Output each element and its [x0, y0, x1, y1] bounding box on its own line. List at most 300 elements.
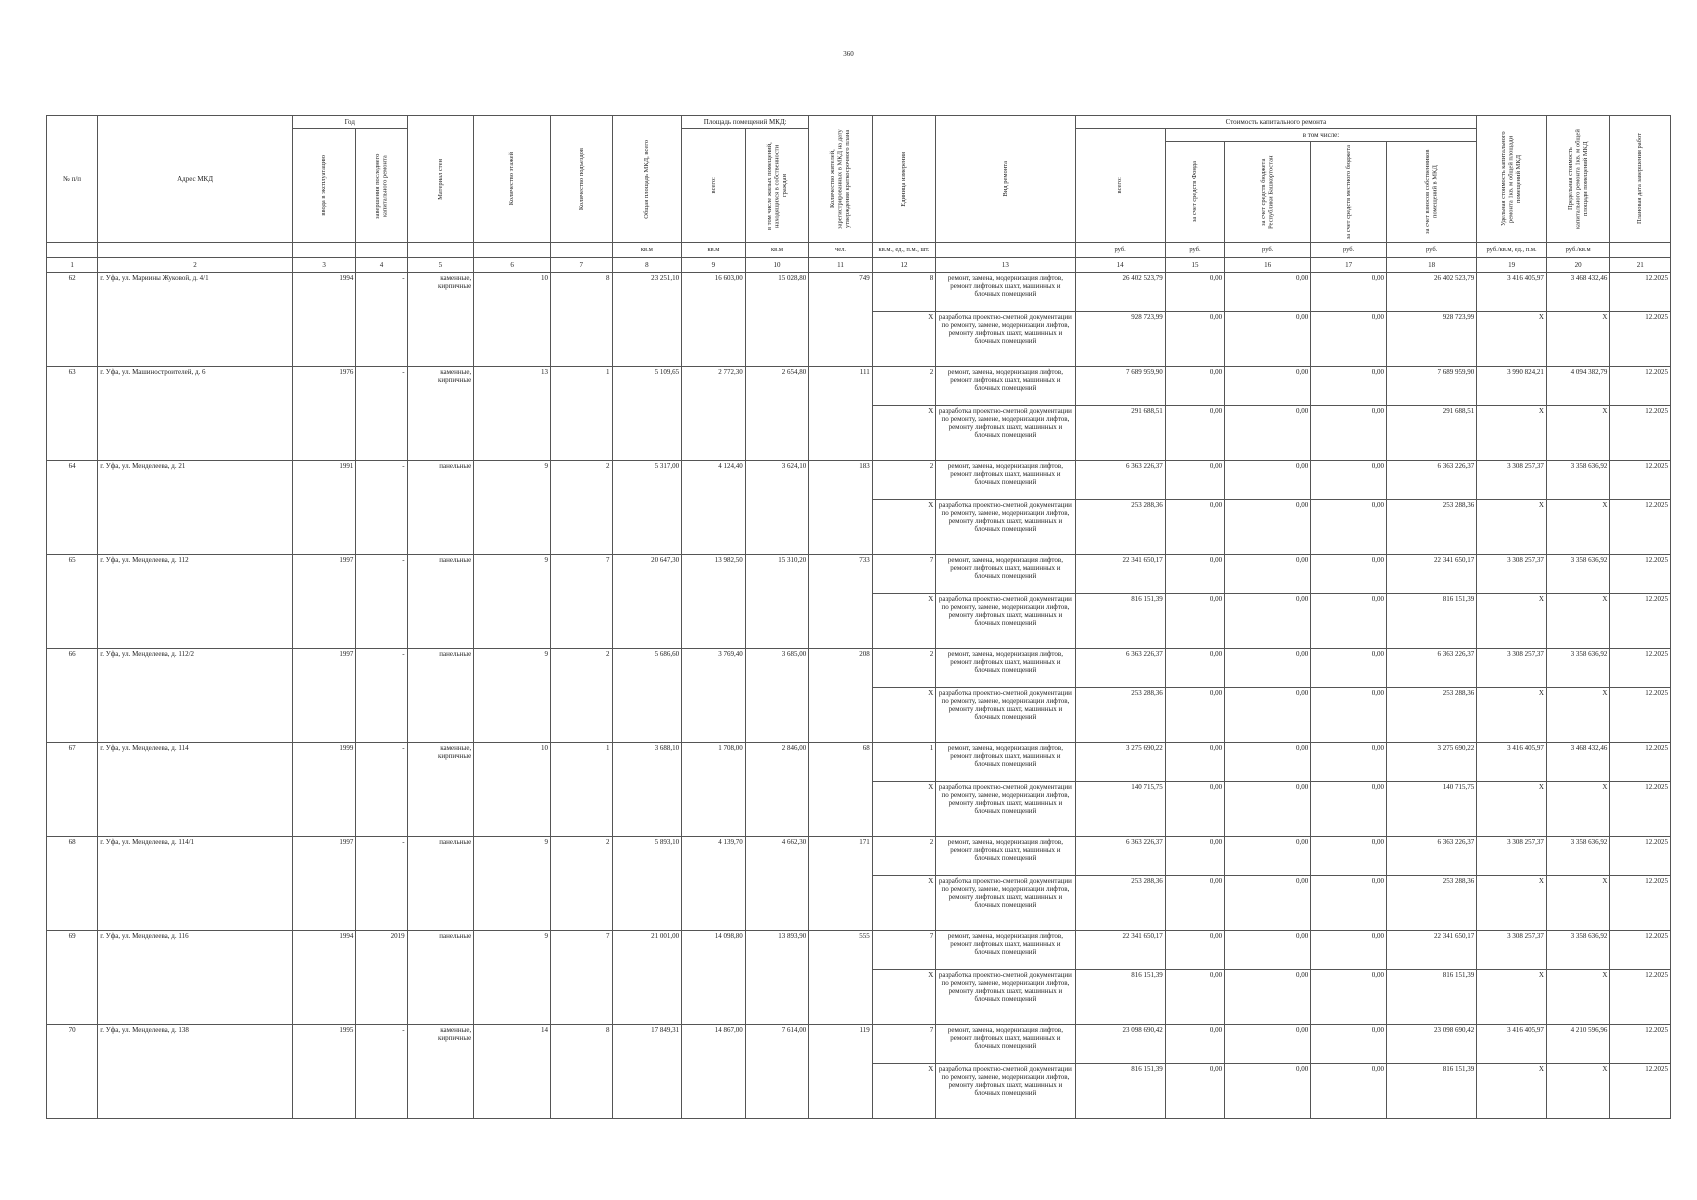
cell-material: панельные: [407, 461, 474, 555]
cell-unit-cost: 3 308 257,37: [1477, 837, 1547, 876]
table-row: [47, 649, 1671, 688]
cell-unit-cost: X: [1477, 688, 1547, 743]
cell-cost-rb: 0,00: [1225, 837, 1311, 876]
cell-repair-type: ремонт, замена, модернизация лифтов, ремонт лифтовых шахт, машинных и блочных помещений: [936, 273, 1075, 312]
cell-cost-fund: 0,00: [1165, 876, 1224, 931]
cell-year-commission: 1994: [292, 931, 356, 1025]
table-row: [47, 555, 1671, 594]
cell-planned-date: 12.2025: [1610, 743, 1671, 782]
cell-cost-local: 0,00: [1311, 931, 1387, 970]
cell-repair-type: разработка проектно-сметной документации по ремонту, замене, модернизации лифтов, ремонту лифтовых шахт, машинных и блочных помещений: [936, 782, 1075, 837]
cell-max-cost: 3 358 636,92: [1546, 461, 1610, 500]
cell-entrances: 2: [551, 649, 612, 743]
cell-cost-owners: 22 341 650,17: [1387, 931, 1477, 970]
cell-unit-cost: 3 416 405,97: [1477, 1025, 1547, 1064]
table-row: [47, 1025, 1671, 1064]
cell-entrances: 8: [551, 273, 612, 367]
unit-cell: руб.: [1311, 243, 1387, 258]
column-number: 6: [474, 258, 551, 273]
cell-cost-local: 0,00: [1311, 273, 1387, 312]
cell-material: каменные, кирпичные: [407, 1025, 474, 1119]
cell-repair-type: ремонт, замена, модернизация лифтов, ремонт лифтовых шахт, машинных и блочных помещений: [936, 837, 1075, 876]
header-cost-local: за счет средств местного бюджета: [1311, 142, 1387, 243]
cell-cost-rb: 0,00: [1225, 555, 1311, 594]
cell-address: г. Уфа, ул. Менделеева, д. 112/2: [98, 649, 293, 743]
cell-cost-rb: 0,00: [1225, 931, 1311, 970]
cell-unit: X: [872, 312, 936, 367]
cell-unit: 7: [872, 1025, 936, 1064]
cell-cost-rb: 0,00: [1225, 1064, 1311, 1119]
cell-repair-type: разработка проектно-сметной документации по ремонту, замене, модернизации лифтов, ремонту лифтовых шахт, машинных и блочных помещений: [936, 500, 1075, 555]
cell-cost-fund: 0,00: [1165, 555, 1224, 594]
header-cost-fund: за счет средств Фонда: [1165, 142, 1224, 243]
cell-cost-fund: 0,00: [1165, 406, 1224, 461]
cell-cost-rb: 0,00: [1225, 312, 1311, 367]
cell-floors: 9: [474, 837, 551, 931]
cell-cost-local: 0,00: [1311, 1064, 1387, 1119]
header-year-last-repair: завершения последнего капитального ремонта: [356, 129, 407, 243]
cell-num: 67: [47, 743, 98, 837]
cell-cost-fund: 0,00: [1165, 500, 1224, 555]
cell-address: г. Уфа, ул. Мариины Жуковой, д. 4/1: [98, 273, 293, 367]
header-premises-incl: в том числе жилых помещений, находящихся в собственности граждан: [745, 129, 809, 243]
column-number: 9: [682, 258, 746, 273]
cell-premises-area: 4 139,70: [682, 837, 746, 931]
cell-residential-area: 15 310,20: [745, 555, 809, 649]
cell-repair-type: разработка проектно-сметной документации по ремонту, замене, модернизации лифтов, ремонту лифтовых шахт, машинных и блочных помещений: [936, 312, 1075, 367]
table-row: [47, 931, 1671, 970]
cell-floors: 10: [474, 743, 551, 837]
cell-max-cost: 3 358 636,92: [1546, 649, 1610, 688]
cell-unit: 8: [872, 273, 936, 312]
header-entrances: Количество подъездов: [551, 116, 612, 243]
cell-cost-local: 0,00: [1311, 1025, 1387, 1064]
column-number: 20: [1546, 258, 1610, 273]
cell-cost-local: 0,00: [1311, 876, 1387, 931]
cell-cost-rb: 0,00: [1225, 876, 1311, 931]
cell-year-commission: 1991: [292, 461, 356, 555]
cell-unit: X: [872, 970, 936, 1025]
cell-premises-area: 4 124,40: [682, 461, 746, 555]
cell-cost-fund: 0,00: [1165, 312, 1224, 367]
column-number: 1: [47, 258, 98, 273]
cell-cost-fund: 0,00: [1165, 1064, 1224, 1119]
cell-unit: X: [872, 500, 936, 555]
cell-residential-area: 2 846,00: [745, 743, 809, 837]
cell-unit: 2: [872, 837, 936, 876]
cell-planned-date: 12.2025: [1610, 406, 1671, 461]
table-row: [47, 367, 1671, 406]
cell-total-area: 17 849,31: [612, 1025, 682, 1119]
header-premises-total: всего:: [682, 129, 746, 243]
unit-cell: руб.: [1225, 243, 1311, 258]
cell-planned-date: 12.2025: [1610, 649, 1671, 688]
cell-planned-date: 12.2025: [1610, 500, 1671, 555]
cell-cost-total: 140 715,75: [1075, 782, 1165, 837]
cell-unit-cost: X: [1477, 500, 1547, 555]
cell-cost-local: 0,00: [1311, 594, 1387, 649]
cell-repair-type: разработка проектно-сметной документации по ремонту, замене, модернизации лифтов, ремонту лифтовых шахт, машинных и блочных помещений: [936, 594, 1075, 649]
cell-planned-date: 12.2025: [1610, 837, 1671, 876]
cell-num: 69: [47, 931, 98, 1025]
header-planned-date: Плановая дата завершения работ: [1610, 116, 1671, 243]
header-cost-owners: за счет взносов собственников помещений в МКД: [1387, 142, 1477, 243]
cell-cost-local: 0,00: [1311, 406, 1387, 461]
cell-max-cost: 4 094 382,79: [1546, 367, 1610, 406]
column-number: 17: [1311, 258, 1387, 273]
cell-planned-date: 12.2025: [1610, 461, 1671, 500]
cell-num: 66: [47, 649, 98, 743]
cell-repair-type: ремонт, замена, модернизация лифтов, ремонт лифтовых шахт, машинных и блочных помещений: [936, 649, 1075, 688]
unit-cell: кв.м: [682, 243, 746, 258]
cell-cost-rb: 0,00: [1225, 461, 1311, 500]
cell-address: г. Уфа, ул. Менделеева, д. 21: [98, 461, 293, 555]
page-number: 360: [843, 50, 854, 58]
cell-unit-cost: X: [1477, 876, 1547, 931]
cell-address: г. Уфа, ул. Менделеева, д. 116: [98, 931, 293, 1025]
cell-cost-fund: 0,00: [1165, 970, 1224, 1025]
cell-material: каменные, кирпичные: [407, 273, 474, 367]
header-cost-total: всего:: [1075, 129, 1165, 243]
header-residents: Количество жителей, зарегистрированных в МКД на дату утверждения краткосрочного плана: [809, 116, 873, 243]
cell-cost-owners: 253 288,36: [1387, 876, 1477, 931]
cell-planned-date: 12.2025: [1610, 555, 1671, 594]
column-number: 11: [809, 258, 873, 273]
cell-residential-area: 15 028,80: [745, 273, 809, 367]
cell-unit: 2: [872, 367, 936, 406]
unit-cell: руб./кв.м: [1546, 243, 1610, 258]
cell-repair-type: ремонт, замена, модернизация лифтов, ремонт лифтовых шахт, машинных и блочных помещений: [936, 461, 1075, 500]
cell-unit-cost: 3 416 405,97: [1477, 273, 1547, 312]
cell-planned-date: 12.2025: [1610, 1064, 1671, 1119]
cell-address: г. Уфа, ул. Менделеева, д. 138: [98, 1025, 293, 1119]
cell-year-commission: 1997: [292, 837, 356, 931]
cell-max-cost: X: [1546, 594, 1610, 649]
cell-unit: 2: [872, 649, 936, 688]
header-year-commission: ввода в эксплуатацию: [292, 129, 356, 243]
cell-cost-total: 291 688,51: [1075, 406, 1165, 461]
cell-cost-fund: 0,00: [1165, 367, 1224, 406]
cell-planned-date: 12.2025: [1610, 594, 1671, 649]
cell-cost-total: 22 341 650,17: [1075, 931, 1165, 970]
cell-unit: X: [872, 782, 936, 837]
cell-cost-owners: 253 288,36: [1387, 500, 1477, 555]
cell-cost-rb: 0,00: [1225, 406, 1311, 461]
cell-cost-total: 22 341 650,17: [1075, 555, 1165, 594]
cell-residents: 68: [809, 743, 873, 837]
cell-residents: 208: [809, 649, 873, 743]
cell-year-last-repair: -: [356, 273, 407, 367]
cell-cost-local: 0,00: [1311, 461, 1387, 500]
cell-unit-cost: X: [1477, 970, 1547, 1025]
cell-cost-fund: 0,00: [1165, 743, 1224, 782]
cell-cost-total: 6 363 226,37: [1075, 461, 1165, 500]
cell-cost-rb: 0,00: [1225, 1025, 1311, 1064]
cell-material: каменные, кирпичные: [407, 367, 474, 461]
cell-unit: 7: [872, 555, 936, 594]
cell-repair-type: ремонт, замена, модернизация лифтов, ремонт лифтовых шахт, машинных и блочных помещений: [936, 743, 1075, 782]
cell-repair-type: ремонт, замена, модернизация лифтов, ремонт лифтовых шахт, машинных и блочных помещений: [936, 555, 1075, 594]
cell-cost-owners: 928 723,99: [1387, 312, 1477, 367]
cell-year-commission: 1995: [292, 1025, 356, 1119]
cell-unit: X: [872, 406, 936, 461]
column-number: 7: [551, 258, 612, 273]
cell-residents: 555: [809, 931, 873, 1025]
cell-max-cost: X: [1546, 500, 1610, 555]
cell-cost-total: 816 151,39: [1075, 970, 1165, 1025]
cell-num: 63: [47, 367, 98, 461]
cell-cost-owners: 22 341 650,17: [1387, 555, 1477, 594]
cell-cost-rb: 0,00: [1225, 688, 1311, 743]
cell-planned-date: 12.2025: [1610, 970, 1671, 1025]
column-number: 15: [1165, 258, 1224, 273]
cell-max-cost: 4 210 596,96: [1546, 1025, 1610, 1064]
cell-unit: X: [872, 688, 936, 743]
header-year: Год: [292, 116, 407, 129]
cell-planned-date: 12.2025: [1610, 688, 1671, 743]
cell-cost-rb: 0,00: [1225, 594, 1311, 649]
cell-repair-type: ремонт, замена, модернизация лифтов, ремонт лифтовых шахт, машинных и блочных помещений: [936, 931, 1075, 970]
unit-cell: кв.м: [612, 243, 682, 258]
cell-total-area: 21 001,00: [612, 931, 682, 1025]
cell-address: г. Уфа, ул. Менделеева, д. 112: [98, 555, 293, 649]
column-number: 3: [292, 258, 356, 273]
cell-max-cost: 3 358 636,92: [1546, 837, 1610, 876]
cell-cost-owners: 6 363 226,37: [1387, 649, 1477, 688]
column-numbers-row: [47, 258, 1671, 273]
cell-floors: 10: [474, 273, 551, 367]
cell-planned-date: 12.2025: [1610, 367, 1671, 406]
cell-cost-owners: 23 098 690,42: [1387, 1025, 1477, 1064]
cell-cost-fund: 0,00: [1165, 782, 1224, 837]
cell-cost-fund: 0,00: [1165, 837, 1224, 876]
cell-unit: X: [872, 594, 936, 649]
cell-residents: 749: [809, 273, 873, 367]
cell-material: панельные: [407, 649, 474, 743]
header-cost-rb: за счет средств бюджета Республики Башкортостан: [1225, 142, 1311, 243]
cell-cost-local: 0,00: [1311, 555, 1387, 594]
unit-cell: руб.: [1387, 243, 1477, 258]
column-number: 16: [1225, 258, 1311, 273]
cell-premises-area: 16 603,00: [682, 273, 746, 367]
cell-total-area: 23 251,10: [612, 273, 682, 367]
cell-premises-area: 3 769,40: [682, 649, 746, 743]
cell-unit-cost: 3 308 257,37: [1477, 931, 1547, 970]
cell-year-commission: 1997: [292, 555, 356, 649]
cell-cost-total: 253 288,36: [1075, 500, 1165, 555]
cell-floors: 14: [474, 1025, 551, 1119]
cell-unit: X: [872, 876, 936, 931]
cell-unit-cost: X: [1477, 406, 1547, 461]
cell-year-last-repair: -: [356, 461, 407, 555]
cell-cost-owners: 7 689 959,90: [1387, 367, 1477, 406]
cell-max-cost: X: [1546, 688, 1610, 743]
column-number: 12: [872, 258, 936, 273]
cell-cost-fund: 0,00: [1165, 688, 1224, 743]
cell-residents: 111: [809, 367, 873, 461]
cell-unit: X: [872, 1064, 936, 1119]
cell-num: 62: [47, 273, 98, 367]
cell-premises-area: 14 098,80: [682, 931, 746, 1025]
cell-max-cost: 3 468 432,46: [1546, 743, 1610, 782]
cell-cost-owners: 291 688,51: [1387, 406, 1477, 461]
cell-planned-date: 12.2025: [1610, 782, 1671, 837]
column-number: 14: [1075, 258, 1165, 273]
cell-num: 68: [47, 837, 98, 931]
capital-repair-table: [46, 115, 1671, 1119]
cell-cost-owners: 3 275 690,22: [1387, 743, 1477, 782]
cell-year-last-repair: 2019: [356, 931, 407, 1025]
cell-residential-area: 13 893,90: [745, 931, 809, 1025]
column-number: 18: [1387, 258, 1477, 273]
cell-year-last-repair: -: [356, 649, 407, 743]
column-number: 4: [356, 258, 407, 273]
cell-cost-total: 816 151,39: [1075, 594, 1165, 649]
cell-total-area: 5 686,60: [612, 649, 682, 743]
cell-residential-area: 3 685,00: [745, 649, 809, 743]
cell-material: панельные: [407, 931, 474, 1025]
cell-year-commission: 1994: [292, 273, 356, 367]
cell-cost-rb: 0,00: [1225, 649, 1311, 688]
cell-repair-type: разработка проектно-сметной документации по ремонту, замене, модернизации лифтов, ремонту лифтовых шахт, машинных и блочных помещений: [936, 876, 1075, 931]
unit-cell: руб.: [1075, 243, 1165, 258]
cell-repair-type: ремонт, замена, модернизация лифтов, ремонт лифтовых шахт, машинных и блочных помещений: [936, 1025, 1075, 1064]
cell-material: каменные, кирпичные: [407, 743, 474, 837]
cell-entrances: 2: [551, 461, 612, 555]
cell-planned-date: 12.2025: [1610, 312, 1671, 367]
header-address: Адрес МКД: [98, 116, 293, 243]
unit-cell: кв.м., ед., п.м., шт.: [872, 243, 936, 258]
header-premises-area: Площадь помещений МКД:: [682, 116, 809, 129]
unit-cell: руб.: [1165, 243, 1224, 258]
units-row: [47, 243, 1671, 258]
unit-cell: кв.м: [745, 243, 809, 258]
cell-cost-total: 26 402 523,79: [1075, 273, 1165, 312]
cell-year-last-repair: -: [356, 367, 407, 461]
cell-cost-owners: 816 151,39: [1387, 970, 1477, 1025]
cell-cost-total: 3 275 690,22: [1075, 743, 1165, 782]
cell-cost-local: 0,00: [1311, 649, 1387, 688]
header-cost-incl: в том числе:: [1165, 129, 1477, 142]
cell-year-commission: 1999: [292, 743, 356, 837]
column-number: 5: [407, 258, 474, 273]
cell-max-cost: X: [1546, 1064, 1610, 1119]
cell-cost-owners: 6 363 226,37: [1387, 837, 1477, 876]
header-total-area: Общая площадь МКД, всего: [612, 116, 682, 243]
cell-address: г. Уфа, ул. Менделеева, д. 114/1: [98, 837, 293, 931]
cell-cost-owners: 6 363 226,37: [1387, 461, 1477, 500]
unit-cell: чел.: [809, 243, 873, 258]
cell-floors: 9: [474, 555, 551, 649]
cell-unit-cost: 3 308 257,37: [1477, 555, 1547, 594]
cell-entrances: 7: [551, 555, 612, 649]
table-row: [47, 461, 1671, 500]
cell-total-area: 5 893,10: [612, 837, 682, 931]
cell-cost-total: 253 288,36: [1075, 688, 1165, 743]
cell-max-cost: 3 358 636,92: [1546, 931, 1610, 970]
cell-material: панельные: [407, 555, 474, 649]
cell-cost-total: 253 288,36: [1075, 876, 1165, 931]
header-unit: Единица измерения: [872, 116, 936, 243]
cell-cost-fund: 0,00: [1165, 1025, 1224, 1064]
cell-total-area: 20 647,30: [612, 555, 682, 649]
cell-max-cost: X: [1546, 782, 1610, 837]
cell-cost-local: 0,00: [1311, 367, 1387, 406]
cell-year-last-repair: -: [356, 555, 407, 649]
cell-cost-local: 0,00: [1311, 837, 1387, 876]
column-number: 8: [612, 258, 682, 273]
cell-premises-area: 1 708,00: [682, 743, 746, 837]
unit-cell: руб./кв.м, ед., п.м.: [1477, 243, 1547, 258]
header-material: Материал стен: [407, 116, 474, 243]
cell-repair-type: ремонт, замена, модернизация лифтов, ремонт лифтовых шахт, машинных и блочных помещений: [936, 367, 1075, 406]
cell-cost-fund: 0,00: [1165, 461, 1224, 500]
cell-num: 70: [47, 1025, 98, 1119]
cell-cost-fund: 0,00: [1165, 273, 1224, 312]
cell-cost-fund: 0,00: [1165, 649, 1224, 688]
cell-unit-cost: 3 416 405,97: [1477, 743, 1547, 782]
cell-floors: 9: [474, 461, 551, 555]
cell-repair-type: разработка проектно-сметной документации по ремонту, замене, модернизации лифтов, ремонту лифтовых шахт, машинных и блочных помещений: [936, 406, 1075, 461]
cell-cost-total: 6 363 226,37: [1075, 837, 1165, 876]
table-body: [47, 273, 1671, 1119]
column-number: 10: [745, 258, 809, 273]
column-number: 21: [1610, 258, 1671, 273]
column-number: 19: [1477, 258, 1547, 273]
cell-residents: 171: [809, 837, 873, 931]
cell-max-cost: 3 468 432,46: [1546, 273, 1610, 312]
cell-unit-cost: 3 308 257,37: [1477, 461, 1547, 500]
cell-year-last-repair: -: [356, 1025, 407, 1119]
cell-cost-total: 23 098 690,42: [1075, 1025, 1165, 1064]
cell-entrances: 1: [551, 743, 612, 837]
cell-cost-rb: 0,00: [1225, 743, 1311, 782]
cell-cost-owners: 140 715,75: [1387, 782, 1477, 837]
cell-cost-owners: 816 151,39: [1387, 594, 1477, 649]
cell-address: г. Уфа, ул. Менделеева, д. 114: [98, 743, 293, 837]
cell-total-area: 3 688,10: [612, 743, 682, 837]
cell-cost-rb: 0,00: [1225, 782, 1311, 837]
cell-repair-type: разработка проектно-сметной документации по ремонту, замене, модернизации лифтов, ремонту лифтовых шахт, машинных и блочных помещений: [936, 688, 1075, 743]
cell-address: г. Уфа, ул. Машиностроителей, д. 6: [98, 367, 293, 461]
column-number: 2: [98, 258, 293, 273]
cell-unit: 7: [872, 931, 936, 970]
cell-premises-area: 13 982,50: [682, 555, 746, 649]
cell-max-cost: X: [1546, 406, 1610, 461]
header-floors: Количество этажей: [474, 116, 551, 243]
cell-unit-cost: 3 308 257,37: [1477, 649, 1547, 688]
cell-total-area: 5 109,65: [612, 367, 682, 461]
cell-cost-fund: 0,00: [1165, 594, 1224, 649]
cell-planned-date: 12.2025: [1610, 273, 1671, 312]
cell-cost-local: 0,00: [1311, 970, 1387, 1025]
cell-unit: 1: [872, 743, 936, 782]
cell-cost-owners: 253 288,36: [1387, 688, 1477, 743]
cell-planned-date: 12.2025: [1610, 931, 1671, 970]
cell-unit-cost: X: [1477, 594, 1547, 649]
cell-unit-cost: X: [1477, 312, 1547, 367]
cell-total-area: 5 317,00: [612, 461, 682, 555]
cell-cost-total: 6 363 226,37: [1075, 649, 1165, 688]
header-num: № п/п: [47, 116, 98, 243]
header-max-cost: Предельная стоимость капитального ремонта 1кв. м общей площади помещений МКД: [1546, 116, 1610, 243]
cell-cost-local: 0,00: [1311, 500, 1387, 555]
header-repair-type: Вид ремонта: [936, 116, 1075, 243]
cell-year-commission: 1997: [292, 649, 356, 743]
cell-year-commission: 1976: [292, 367, 356, 461]
cell-cost-owners: 26 402 523,79: [1387, 273, 1477, 312]
cell-floors: 9: [474, 931, 551, 1025]
